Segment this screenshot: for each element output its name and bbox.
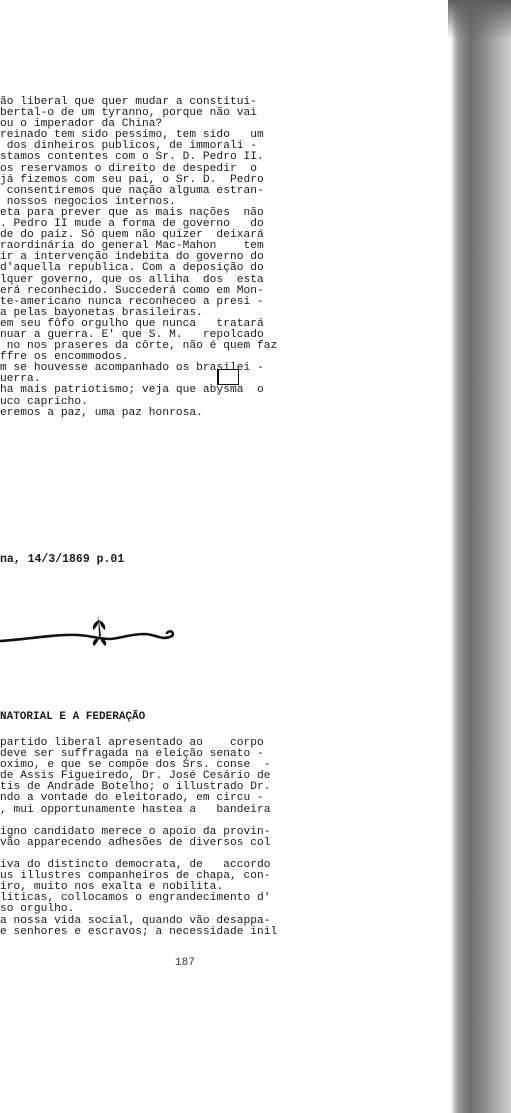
article-text-block (0, 97, 350, 419)
text-line: reinado tem sido pessimo, tem sido um (0, 129, 264, 142)
text-line: ir a intervenção indebita do governo do (0, 251, 264, 264)
text-line: ou o imperador da China? (0, 118, 163, 131)
article-text-block (0, 738, 350, 938)
text-line: partido liberal apresentado ao corpo (0, 737, 264, 749)
text-line: deve ser suffragada na eleição senato - (0, 748, 264, 761)
text-line: lquer governo, que os alliha dos esta (0, 273, 264, 286)
text-line: iro, muito nos exalta e nobilita. (0, 881, 224, 894)
text-line: eta para prever que as mais nações não (0, 206, 264, 219)
text-line: . Pedro II mude a forma de governo do (0, 218, 264, 231)
text-line: te-americano nunca reconheceo a presi - (0, 295, 264, 308)
source-citation: na, 14/3/1869 p.01 (0, 553, 125, 566)
text-line: us illustres companheiros de chapa, con- (0, 870, 271, 883)
text-line: ffre os encommodos. (0, 351, 129, 364)
text-line: ha mais patriotismo; veja que abysma o (0, 384, 264, 397)
ornamental-divider (0, 608, 200, 652)
text-line: ndo a vontade do eleitorado, em circu - (0, 792, 264, 805)
text-line: os reservamos o direito de despedir o (0, 162, 258, 175)
text-line: e senhores e escravos; a necessidade inil (0, 925, 278, 938)
text-line: nuar a guerra. E' que S. M. repolcado (0, 328, 264, 341)
book-spine-shadow (452, 0, 511, 1113)
text-line: so orgulho. (0, 903, 75, 916)
text-line: já fizemos com seu pai, o Sr. D. Pedro (0, 173, 264, 186)
text-line: m se houvesse acompanhado os brasilei - (0, 362, 264, 375)
text-line: igno candidato merece o apoio da provin- (0, 825, 271, 838)
text-line: dos dinheiros publicos, de immorali - (0, 140, 258, 153)
text-line: nossos negocios internos. (0, 195, 176, 208)
text-line: bertal-o de um tyranno, porque não vai (0, 107, 258, 120)
text-line: no nos praseres da côrte, não é quem faz (0, 340, 278, 353)
section-title: NATORIAL E A FEDERAÇÃO (0, 711, 146, 723)
text-line: stamos contentes com o Sr. D. Pedro II. (0, 151, 264, 164)
text-line: uco capricho. (0, 395, 88, 408)
book-spine-top-shadow (448, 0, 511, 40)
page-number: 187 (175, 957, 195, 969)
text-line: raordinária do general Mac-Mahon tem (0, 240, 264, 253)
text-line: em seu fôfo orgulho que nunca tratará (0, 317, 264, 330)
text-line: eremos a paz, uma paz honrosa. (0, 406, 203, 419)
text-line: a pelas bayonetas brasileiras. (0, 306, 203, 319)
text-line: erá reconhecido. Succederá como em Mon- (0, 284, 264, 297)
text-line: d'aquella republica. Com a deposição do (0, 262, 264, 275)
text-line: , mui opportunamente hastea a bandeira (0, 803, 271, 816)
text-line: ão liberal que quer mudar a constitui- (0, 96, 258, 108)
text-line: de Assis Figueiredo, Dr. José Cesário de (0, 770, 271, 783)
text-line: uerra. (0, 373, 41, 386)
text-line: de do paiz. Só quem não quizer deixará (0, 229, 264, 242)
text-line: a nossa vida social, quando vão desappa- (0, 914, 271, 927)
handwritten-correction-box (217, 369, 239, 385)
text-line: vão apparecendo adhesões de diversos col (0, 836, 271, 849)
text-line: oximo, e que se compõe dos Srs. conse - (0, 759, 271, 772)
text-line: consentiremos que nação alguma estran- (0, 184, 264, 197)
text-line: iva do distincto democrata, de accordo (0, 859, 271, 872)
text-line: liticas, collocamos o engrandecimento d' (0, 892, 271, 905)
text-line: tis de Andrade Botelho; o illustrado Dr. (0, 781, 271, 794)
